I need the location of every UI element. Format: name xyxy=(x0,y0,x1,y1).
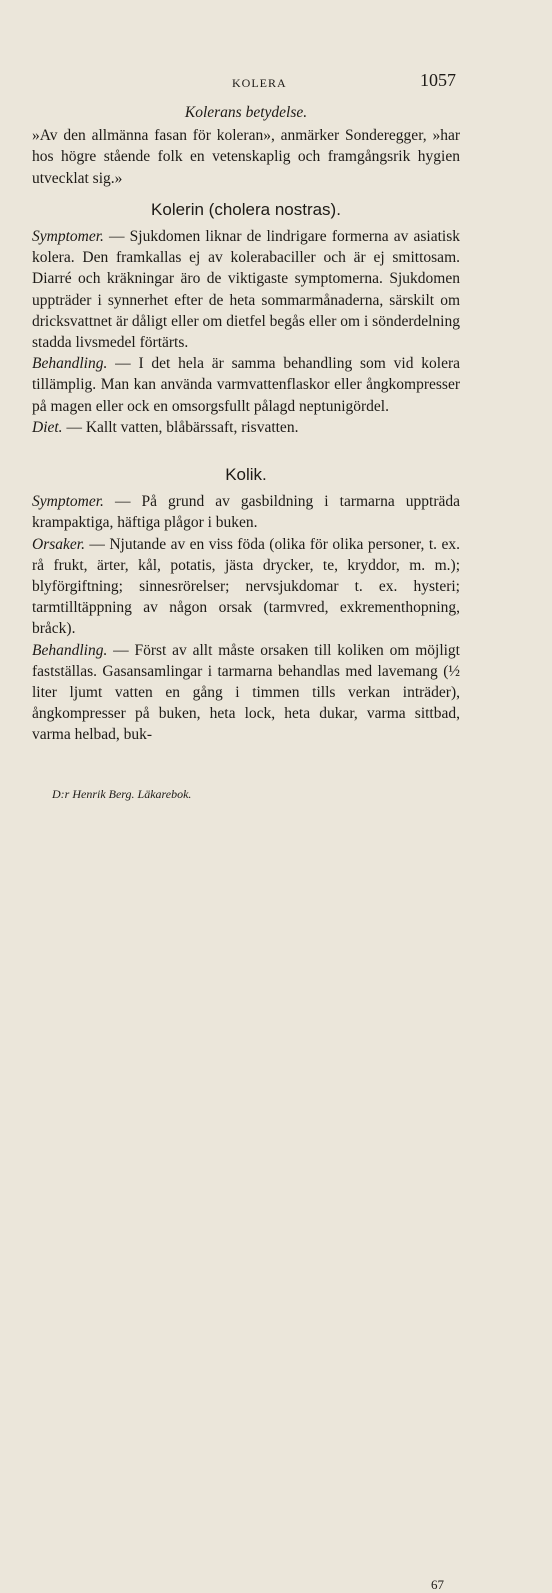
body-text xyxy=(32,102,460,746)
kolik-behandling-paragraph xyxy=(32,640,460,746)
entry-label: Diet. xyxy=(32,418,63,436)
kolerin-behandling-paragraph xyxy=(32,353,460,417)
footer-signature: D:r Henrik Berg. Läkarebok. xyxy=(52,787,192,801)
kolik-symptomer-paragraph xyxy=(32,491,460,533)
entry-text: — I det hela är samma behandling som vid kolera tillämplig. Man kan använda varmvattenflaskor eller ångkompresser på magen eller ock en omsorgsfullt pålagd neptunigördel. xyxy=(32,355,460,415)
page-header xyxy=(0,70,552,94)
page-number: 1057 xyxy=(420,70,456,90)
entry-label: Behandling. xyxy=(32,355,108,373)
section-heading-kolik: Kolik. xyxy=(225,465,267,485)
entry-label: Orsaker. xyxy=(32,535,85,553)
page-footer xyxy=(52,787,444,1592)
kolik-orsaker-paragraph xyxy=(32,534,460,640)
spacer xyxy=(32,438,460,454)
entry-label: Symptomer. xyxy=(32,493,104,511)
section-heading-kolerans-betydelse: Kolerans betydelse. xyxy=(184,104,308,121)
entry-text: — Först av allt måste orsaken till koliken om möjligt fastställas. Gasansamlingar i tarmarna behandlas med lavemang (½ liter ljumt vatten en gång i timmen tills verkan inträder), ångkompresser på buken, heta lock, heta dukar, varma sittbad, varma helbad, buk- xyxy=(32,641,460,744)
entry-text: — Sjukdomen liknar de lindrigare formerna av asiatisk kolera. Den framkallas ej av kolerabaciller och är ej smittosam. Diarré och kräkningar äro de viktigaste symptomerna. Sjukdomen uppträder i synnerhet efter de heta sommarmånaderna, särskilt om dricksvattnet är dåligt eller om dietfel begås eller om i sönderdelning stadda livsmedel förtärts. xyxy=(32,228,460,352)
kolerin-diet-paragraph xyxy=(32,417,460,438)
kolerin-symptomer-paragraph xyxy=(32,226,460,353)
entry-text: — På grund av gasbildning i tarmarna uppträda krampaktiga, häftiga plågor i buken. xyxy=(32,493,460,532)
entry-text: — Njutande av en viss föda (olika för olika personer, t. ex. rå frukt, ärter, kål, potatis, jästa drycker, te, kryddor, m. m.); blyförgiftning; sinnesrörelser; nervsjukdomar t. ex. hysteri; tarmtilltäppning av någon orsak (tarmvred, exkrementhopning, bråck). xyxy=(32,535,460,638)
entry-label: Symptomer. xyxy=(32,228,104,246)
entry-label: Behandling. xyxy=(32,641,108,659)
sheet-number: 67 xyxy=(431,1577,444,1592)
entry-text: — Kallt vatten, blåbärssaft, risvatten. xyxy=(62,418,299,436)
running-head: KOLERA xyxy=(232,76,287,90)
quote-paragraph: »Av den allmänna fasan för koleran», anmärker Sonderegger, »har hos högre stående folk en vetenskaplig och framgångsrik hygien utvecklat sig.» xyxy=(32,127,460,187)
section-heading-kolerin: Kolerin (cholera nostras). xyxy=(151,199,341,219)
